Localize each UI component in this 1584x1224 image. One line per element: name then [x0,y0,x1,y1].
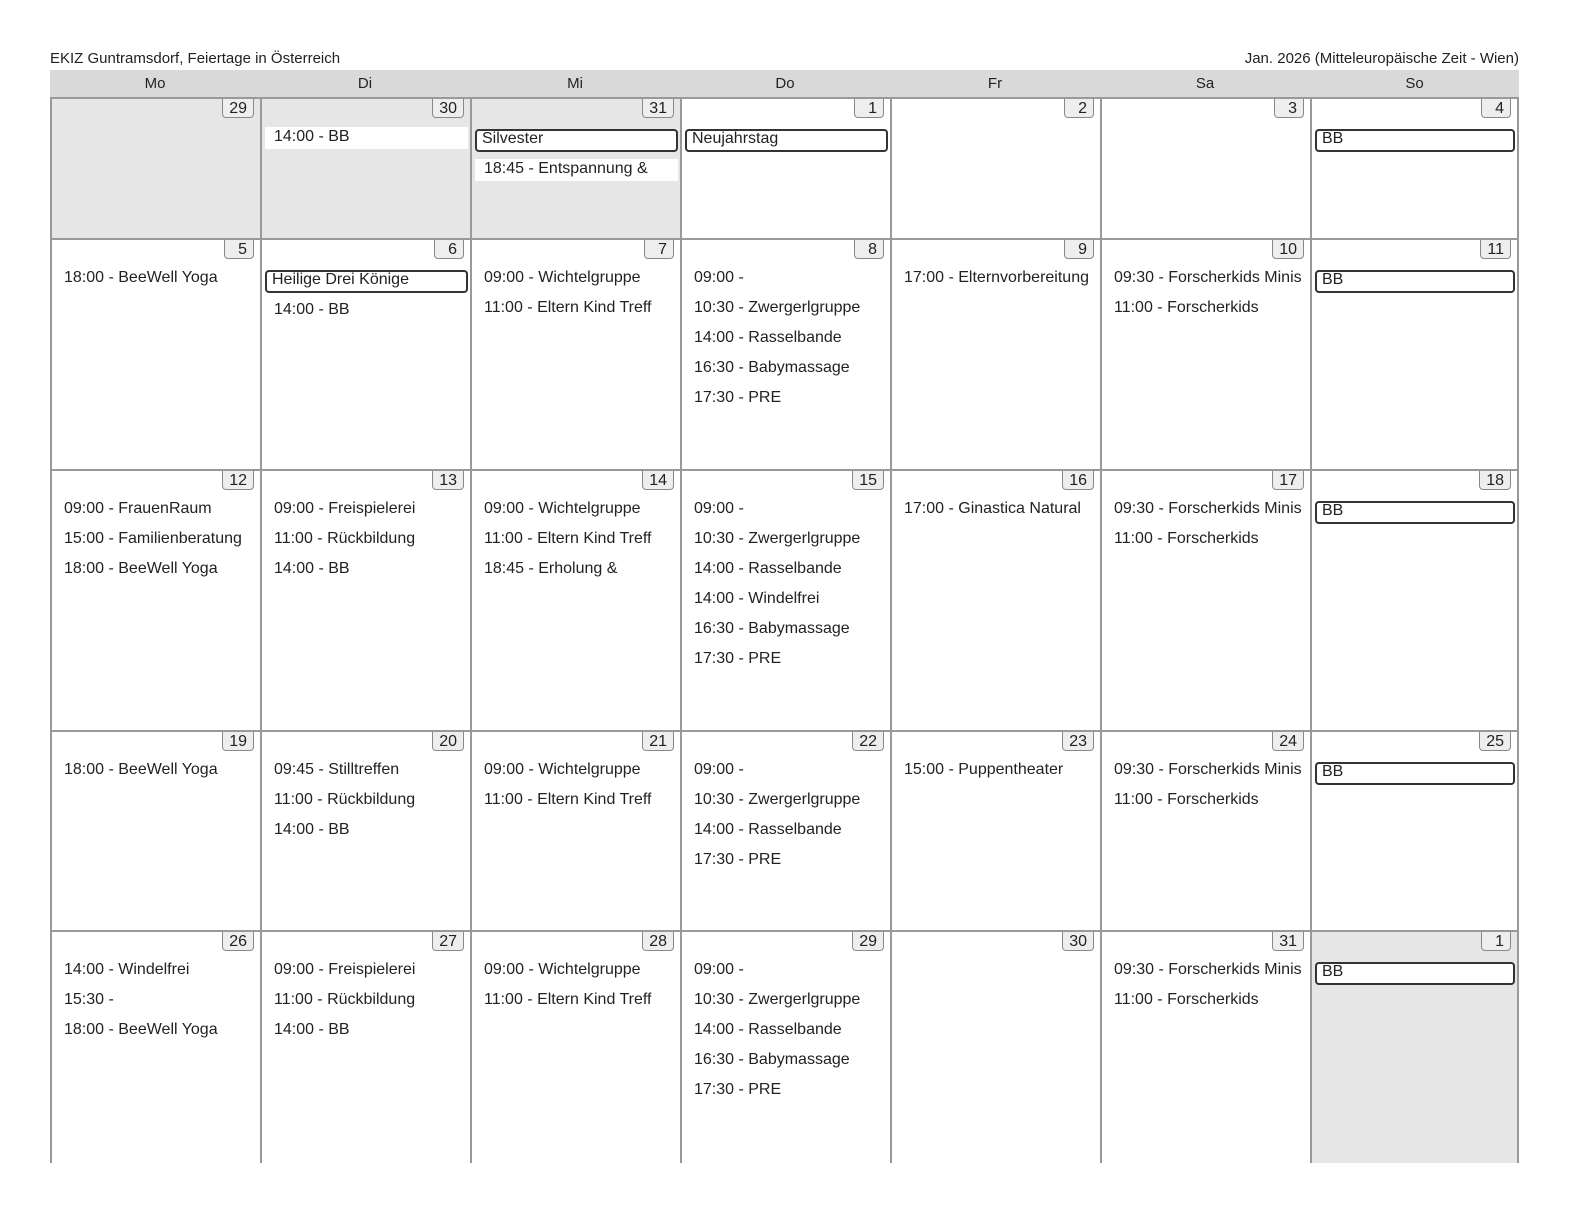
day-number: 14 [642,471,674,490]
calendar-event[interactable]: 09:00 - FrauenRaum [64,500,212,517]
day-number: 28 [642,932,674,951]
calendar-event[interactable]: 11:00 - Eltern Kind Treff [484,791,652,808]
calendar-grid [50,97,1519,1163]
event-list [1102,760,1310,820]
day-cell[interactable] [260,930,470,1163]
event-list [1312,499,1517,531]
day-cell[interactable] [50,930,260,1163]
day-number: 16 [1062,471,1094,490]
day-number: 12 [222,471,254,490]
calendar-event[interactable]: 11:00 - Forscherkids [1114,991,1259,1008]
calendar-event[interactable]: 14:00 - Rasselbande [694,821,842,838]
day-cell[interactable] [260,730,470,930]
calendar-event[interactable]: 18:00 - BeeWell Yoga [64,1021,218,1038]
calendar-event[interactable]: 11:00 - Eltern Kind Treff [484,299,652,316]
day-number: 1 [1481,932,1511,951]
calendar-event[interactable]: 09:00 - Wichtelgruppe [484,500,641,517]
day-number: 30 [432,99,464,118]
day-cell[interactable] [1100,238,1310,469]
week-row [50,97,1519,238]
day-number: 15 [852,471,884,490]
day-cell[interactable] [470,97,680,238]
week-row [50,469,1519,730]
day-number: 23 [1062,732,1094,751]
calendar-event[interactable]: 09:00 - Freispielerei [274,500,416,517]
day-cell[interactable] [1100,469,1310,730]
day-cell[interactable] [1310,97,1519,238]
day-cell[interactable] [680,469,890,730]
calendar-event[interactable]: 09:30 - Forscherkids Minis [1114,269,1302,286]
calendar-event[interactable]: 18:00 - BeeWell Yoga [64,560,218,577]
day-cell[interactable] [470,469,680,730]
event-list [892,268,1100,298]
day-cell[interactable] [50,469,260,730]
week-row [50,238,1519,469]
calendar-event[interactable]: 10:30 - Zwergerlgruppe [694,791,861,808]
day-number: 17 [1272,471,1304,490]
calendar-event[interactable]: 18:45 - Entspannung & [475,159,678,181]
event-list [1102,499,1310,559]
weekday-mo: Mo [144,75,166,92]
weekday-header [50,70,1519,97]
calendar-event[interactable]: 09:00 - Wichtelgruppe [484,761,641,778]
event-list [892,499,1100,529]
day-number: 11 [1480,240,1511,259]
calendar-event[interactable]: 17:00 - Ginastica Natural [904,500,1081,517]
calendar-event[interactable]: 14:00 - BB [274,821,350,838]
day-number: 13 [432,471,464,490]
day-number: 8 [854,240,884,259]
calendar-event[interactable]: 09:30 - Forscherkids Minis [1114,961,1302,978]
day-cell[interactable] [890,930,1100,1163]
day-cell[interactable] [890,238,1100,469]
event-list [52,268,260,298]
day-cell[interactable] [1310,730,1519,930]
calendar-event[interactable]: 09:00 - [694,500,744,517]
event-list [472,499,680,589]
day-number: 21 [642,732,674,751]
calendar-event[interactable]: 10:30 - Zwergerlgruppe [694,299,861,316]
calendar-event[interactable]: 14:00 - Windelfrei [64,961,190,978]
all-day-event[interactable]: BB [1315,129,1515,152]
day-number: 7 [644,240,674,259]
day-cell[interactable] [680,97,890,238]
day-number: 31 [1272,932,1304,951]
event-list [1312,960,1517,992]
calendar-event[interactable]: 14:00 - BB [274,1021,350,1038]
all-day-event[interactable]: Neujahrstag [685,129,888,152]
day-cell[interactable] [1310,238,1519,469]
calendar-event[interactable]: 11:00 - Eltern Kind Treff [484,530,652,547]
day-cell[interactable] [680,238,890,469]
day-number: 29 [222,99,254,118]
event-list [52,960,260,1050]
day-number: 5 [224,240,254,259]
event-list [262,760,470,850]
event-list [1312,268,1517,300]
all-day-event[interactable]: BB [1315,762,1515,785]
calendar-event[interactable]: 18:45 - Erholung & [484,560,618,577]
event-list [1102,960,1310,1020]
calendar-event[interactable]: 17:30 - PRE [694,1081,782,1098]
event-list [472,127,680,189]
calendar-event[interactable]: 14:00 - Rasselbande [694,560,842,577]
calendar-event[interactable]: 14:00 - BB [274,301,350,318]
day-cell[interactable] [680,930,890,1163]
calendar-event[interactable]: 09:00 - Freispielerei [274,961,416,978]
calendar-event[interactable]: 14:00 - BB [274,560,350,577]
day-cell[interactable] [680,730,890,930]
all-day-event[interactable]: BB [1315,270,1515,293]
calendar-event[interactable]: 15:00 - Familienberatung [64,530,242,547]
calendar-event[interactable]: 11:00 - Eltern Kind Treff [484,991,652,1008]
day-cell[interactable] [1100,930,1310,1163]
day-cell[interactable] [470,930,680,1163]
day-number: 20 [432,732,464,751]
event-list [682,760,890,880]
day-number: 3 [1274,99,1304,118]
calendar-event[interactable]: 11:00 - Forscherkids [1114,299,1259,316]
calendar-event[interactable]: 09:00 - [694,961,744,978]
calendar-event[interactable]: 11:00 - Rückbildung [274,791,416,808]
day-number: 10 [1272,240,1304,259]
day-cell[interactable] [1100,730,1310,930]
event-list [472,760,680,820]
day-cell[interactable] [890,469,1100,730]
day-number: 27 [432,932,464,951]
day-cell[interactable] [260,238,470,469]
day-number: 6 [434,240,464,259]
day-number: 26 [222,932,254,951]
week-row [50,930,1519,1163]
day-cell[interactable] [50,97,260,238]
calendar-event[interactable]: 17:30 - PRE [694,389,782,406]
calendar-event[interactable]: 15:30 - [64,991,114,1008]
calendar-event[interactable]: 11:00 - Rückbildung [274,530,416,547]
day-number: 22 [852,732,884,751]
calendar-event[interactable]: 16:30 - Babymassage [694,1051,850,1068]
calendar-event[interactable]: 11:00 - Forscherkids [1114,791,1259,808]
weekday-mi: Mi [567,75,583,92]
day-cell[interactable] [1100,97,1310,238]
weekday-so: So [1405,75,1424,92]
day-number: 31 [642,99,674,118]
all-day-event[interactable]: Heilige Drei Könige [265,270,468,293]
calendar-event[interactable]: 09:00 - Wichtelgruppe [484,961,641,978]
event-list [52,760,260,790]
day-number: 18 [1479,471,1511,490]
event-list [1312,127,1517,159]
event-list [682,960,890,1110]
day-cell[interactable] [470,238,680,469]
day-number: 19 [222,732,254,751]
calendar-event[interactable]: 17:30 - PRE [694,851,782,868]
calendar-event[interactable]: 14:00 - Windelfrei [694,590,820,607]
event-list [472,960,680,1020]
page-header [50,50,1519,68]
day-number: 4 [1481,99,1511,118]
day-number: 9 [1064,240,1094,259]
weekday-do: Do [775,75,795,92]
calendar-event[interactable]: 18:00 - BeeWell Yoga [64,269,218,286]
all-day-event[interactable]: BB [1315,501,1515,524]
calendar-event[interactable]: 14:00 - Rasselbande [694,329,842,346]
weekday-di: Di [357,75,373,92]
event-list [1102,268,1310,328]
day-cell[interactable] [1310,930,1519,1163]
calendar-event[interactable]: 10:30 - Zwergerlgruppe [694,991,861,1008]
day-number: 30 [1062,932,1094,951]
event-list [262,268,470,330]
day-number: 1 [854,99,884,118]
day-cell[interactable] [260,97,470,238]
event-list [682,499,890,679]
day-number: 2 [1064,99,1094,118]
event-list [892,760,1100,790]
event-list [682,127,890,159]
day-number: 25 [1479,732,1511,751]
calendar-event[interactable]: 11:00 - Forscherkids [1114,530,1259,547]
event-list [262,127,470,157]
all-day-event[interactable]: BB [1315,962,1515,985]
calendar-event[interactable]: 09:00 - [694,761,744,778]
day-cell[interactable] [50,730,260,930]
day-number: 29 [852,932,884,951]
calendar-event[interactable]: 14:00 - Rasselbande [694,1021,842,1038]
calendar-event[interactable]: 09:30 - Forscherkids Minis [1114,761,1302,778]
event-list [262,499,470,589]
day-cell[interactable] [1310,469,1519,730]
calendar-event[interactable]: 09:00 - Wichtelgruppe [484,269,641,286]
calendar-event[interactable]: 09:00 - [694,269,744,286]
calendar-event[interactable]: 10:30 - Zwergerlgruppe [694,530,861,547]
all-day-event[interactable]: Silvester [475,129,678,152]
event-list [262,960,470,1050]
day-number: 24 [1272,732,1304,751]
weekday-fr: Fr [987,75,1003,92]
day-cell[interactable] [50,238,260,469]
calendar-event[interactable]: 16:30 - Babymassage [694,620,850,637]
day-cell[interactable] [260,469,470,730]
calendar-event[interactable]: 18:00 - BeeWell Yoga [64,761,218,778]
calendar-event[interactable]: 17:30 - PRE [694,650,782,667]
event-list [52,499,260,589]
day-cell[interactable] [470,730,680,930]
weekday-sa: Sa [1195,75,1215,92]
event-list [682,268,890,418]
calendar-event[interactable]: 15:00 - Puppentheater [904,761,1064,778]
calendar-title: EKIZ Guntramsdorf, Feiertage in Österreich [50,50,341,67]
month-label: Jan. 2026 (Mitteleuropäische Zeit - Wien) [1244,50,1519,67]
calendar-event[interactable]: 17:00 - Elternvorbereitung [904,269,1089,286]
event-list [1312,760,1517,792]
calendar-event[interactable]: 09:30 - Forscherkids Minis [1114,500,1302,517]
week-row [50,730,1519,930]
event-list [472,268,680,328]
day-cell[interactable] [890,730,1100,930]
day-cell[interactable] [890,97,1100,238]
calendar-event[interactable]: 16:30 - Babymassage [694,359,850,376]
calendar-event[interactable]: 09:45 - Stilltreffen [274,761,400,778]
calendar-event[interactable]: 11:00 - Rückbildung [274,991,416,1008]
calendar-event[interactable]: 14:00 - BB [265,127,468,149]
